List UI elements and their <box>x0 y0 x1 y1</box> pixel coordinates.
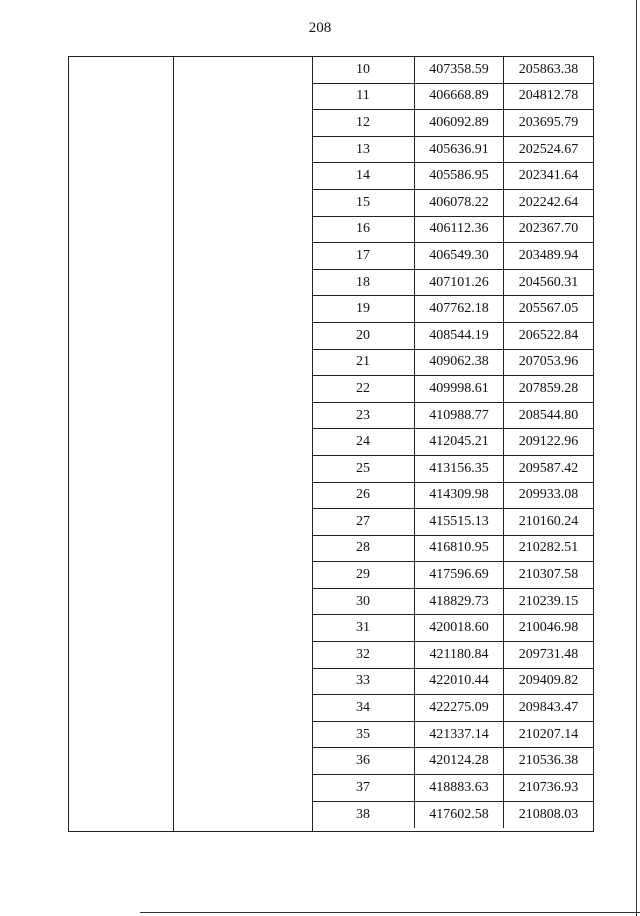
table-row <box>312 57 593 84</box>
x-coordinate-cell: 416810.95 <box>415 536 504 562</box>
x-coordinate-cell: 406092.89 <box>415 110 504 136</box>
x-coordinate-cell: 406112.36 <box>415 217 504 243</box>
x-coordinate-cell: 417596.69 <box>415 562 504 588</box>
point-number-cell: 19 <box>312 296 415 322</box>
table-row <box>312 483 593 510</box>
y-coordinate-cell: 210239.15 <box>518 593 579 609</box>
scan-edge-bottom <box>140 912 640 913</box>
table-row <box>312 350 593 377</box>
table-row <box>312 695 593 722</box>
table-row <box>312 190 593 217</box>
y-coordinate-cell: 210160.24 <box>518 513 579 529</box>
y-coordinate-cell: 202524.67 <box>518 141 579 157</box>
table-row <box>312 536 593 563</box>
y-coordinate-cell: 208544.80 <box>518 407 579 423</box>
point-number-cell: 10 <box>312 57 415 83</box>
table-row <box>312 296 593 323</box>
y-coordinate-cell: 203695.79 <box>518 114 579 130</box>
table-row <box>312 456 593 483</box>
y-coordinate-cell: 202367.70 <box>518 221 579 237</box>
point-number-cell: 34 <box>312 695 415 721</box>
table-row <box>312 270 593 297</box>
table-row <box>312 217 593 244</box>
point-number-cell: 18 <box>312 270 415 296</box>
table-row <box>312 589 593 616</box>
x-coordinate-cell: 407101.26 <box>415 270 504 296</box>
y-coordinate-cell: 203489.94 <box>518 247 579 263</box>
point-number-cell: 22 <box>312 376 415 402</box>
y-coordinate-cell: 207859.28 <box>518 380 579 396</box>
coordinates-table <box>68 56 594 832</box>
x-coordinate-cell: 407358.59 <box>415 57 504 83</box>
point-number-cell: 30 <box>312 589 415 615</box>
x-coordinate-cell: 406549.30 <box>415 243 504 269</box>
page-number: 208 <box>308 20 332 36</box>
x-coordinate-cell: 405586.95 <box>415 163 504 189</box>
x-coordinate-cell: 420018.60 <box>415 615 504 641</box>
point-number-cell: 24 <box>312 429 415 455</box>
point-number-cell: 25 <box>312 456 415 482</box>
y-coordinate-cell: 202341.64 <box>518 168 579 184</box>
y-coordinate-cell: 210736.93 <box>518 779 579 795</box>
point-number-cell: 26 <box>312 483 415 509</box>
scan-edge-right <box>636 0 637 916</box>
table-row <box>312 722 593 749</box>
column-divider <box>173 57 174 831</box>
table-row <box>312 775 593 802</box>
table-row <box>312 110 593 137</box>
point-number-cell: 21 <box>312 350 415 376</box>
y-coordinate-cell: 210307.58 <box>518 567 579 583</box>
y-coordinate-cell: 209731.48 <box>518 646 579 662</box>
y-coordinate-cell: 209122.96 <box>518 434 579 450</box>
point-number-cell: 17 <box>312 243 415 269</box>
point-number-cell: 20 <box>312 323 415 349</box>
y-coordinate-cell: 210207.14 <box>518 726 579 742</box>
x-coordinate-cell: 422010.44 <box>415 669 504 695</box>
x-coordinate-cell: 418883.63 <box>415 775 504 801</box>
table-row <box>312 642 593 669</box>
x-coordinate-cell: 415515.13 <box>415 509 504 535</box>
point-number-cell: 31 <box>312 615 415 641</box>
x-coordinate-cell: 409998.61 <box>415 376 504 402</box>
point-number-cell: 38 <box>312 802 415 829</box>
y-coordinate-cell: 209409.82 <box>518 673 579 689</box>
point-number-cell: 14 <box>312 163 415 189</box>
x-coordinate-cell: 421337.14 <box>415 722 504 748</box>
point-number-cell: 13 <box>312 137 415 163</box>
table-row <box>312 323 593 350</box>
table-row <box>312 403 593 430</box>
coordinate-rows <box>312 57 593 831</box>
x-coordinate-cell: 407762.18 <box>415 296 504 322</box>
y-coordinate-cell: 202242.64 <box>518 194 579 210</box>
x-coordinate-cell: 420124.28 <box>415 748 504 774</box>
y-coordinate-cell: 205863.38 <box>518 61 579 77</box>
x-coordinate-cell: 421180.84 <box>415 642 504 668</box>
y-coordinate-cell: 209587.42 <box>518 460 579 476</box>
y-coordinate-cell: 204812.78 <box>518 88 579 104</box>
x-coordinate-cell: 408544.19 <box>415 323 504 349</box>
y-coordinate-cell: 209933.08 <box>518 487 579 503</box>
table-row <box>312 562 593 589</box>
y-coordinate-cell: 207053.96 <box>518 354 579 370</box>
y-coordinate-cell: 210282.51 <box>518 540 579 556</box>
point-number-cell: 35 <box>312 722 415 748</box>
x-coordinate-cell: 409062.38 <box>415 350 504 376</box>
point-number-cell: 11 <box>312 84 415 110</box>
x-coordinate-cell: 418829.73 <box>415 589 504 615</box>
table-row <box>312 615 593 642</box>
x-coordinate-cell: 417602.58 <box>415 802 504 829</box>
table-row <box>312 748 593 775</box>
point-number-cell: 32 <box>312 642 415 668</box>
x-coordinate-cell: 412045.21 <box>415 429 504 455</box>
point-number-cell: 37 <box>312 775 415 801</box>
table-row <box>312 429 593 456</box>
table-row <box>312 509 593 536</box>
y-coordinate-cell: 210046.98 <box>518 620 579 636</box>
x-coordinate-cell: 405636.91 <box>415 137 504 163</box>
x-coordinate-cell: 406078.22 <box>415 190 504 216</box>
point-number-cell: 36 <box>312 748 415 774</box>
x-coordinate-cell: 410988.77 <box>415 403 504 429</box>
table-row <box>312 137 593 164</box>
point-number-cell: 23 <box>312 403 415 429</box>
point-number-cell: 33 <box>312 669 415 695</box>
table-row <box>312 243 593 270</box>
y-coordinate-cell: 205567.05 <box>518 301 579 317</box>
table-row <box>312 669 593 696</box>
point-number-cell: 16 <box>312 217 415 243</box>
point-number-cell: 12 <box>312 110 415 136</box>
y-coordinate-cell: 204560.31 <box>518 274 579 290</box>
x-coordinate-cell: 414309.98 <box>415 483 504 509</box>
point-number-cell: 28 <box>312 536 415 562</box>
point-number-cell: 15 <box>312 190 415 216</box>
y-coordinate-cell: 210808.03 <box>518 806 579 822</box>
table-row <box>312 84 593 111</box>
table-row <box>312 376 593 403</box>
x-coordinate-cell: 406668.89 <box>415 84 504 110</box>
y-coordinate-cell: 206522.84 <box>518 327 579 343</box>
y-coordinate-cell: 209843.47 <box>518 700 579 716</box>
y-coordinate-cell: 210536.38 <box>518 753 579 769</box>
point-number-cell: 27 <box>312 509 415 535</box>
table-row <box>312 802 593 829</box>
x-coordinate-cell: 422275.09 <box>415 695 504 721</box>
x-coordinate-cell: 413156.35 <box>415 456 504 482</box>
point-number-cell: 29 <box>312 562 415 588</box>
table-row <box>312 163 593 190</box>
